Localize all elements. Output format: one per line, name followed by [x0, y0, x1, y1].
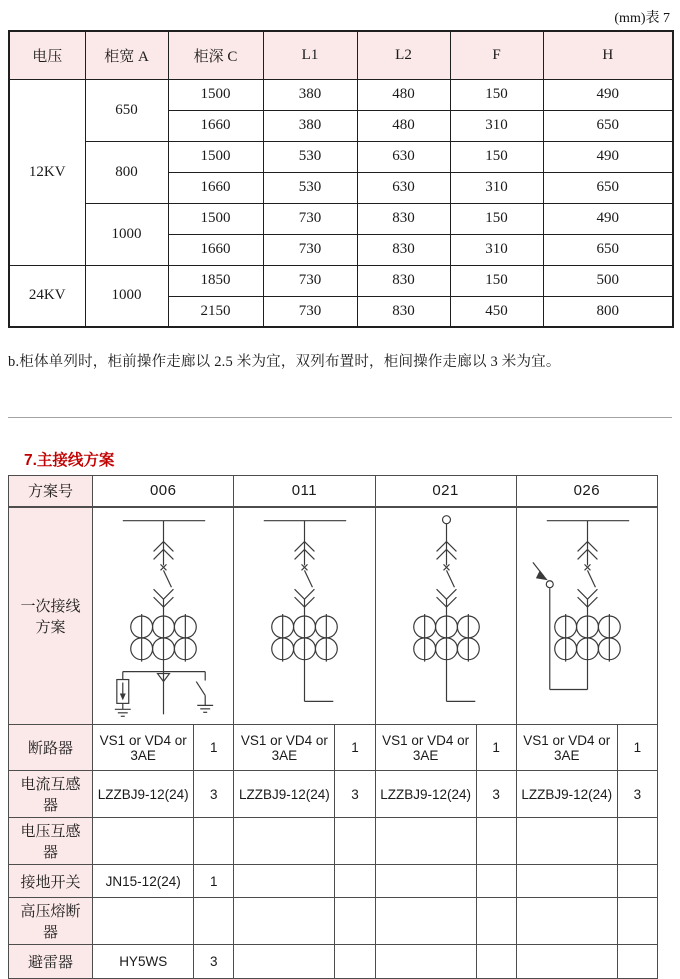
corridor-note: b.柜体单列时，柜前操作走廊以 2.5 米为宜，双列布置时，柜间操作走廊以 3 米为宜。 — [8, 354, 561, 370]
scheme-011-header: 011 — [234, 476, 375, 507]
equipment-name-cell: JN15-12(24) — [93, 865, 194, 898]
equipment-qty-cell — [476, 945, 516, 979]
header-voltage: 电压 — [9, 31, 85, 79]
equipment-name-cell: LZZBJ9-12(24) — [375, 771, 476, 818]
table-row — [9, 79, 673, 110]
section-heading: 7.主接线方案 — [24, 452, 115, 469]
equipment-qty-cell: 1 — [194, 865, 234, 898]
table-cell: 1850 — [168, 265, 263, 296]
section-divider — [8, 417, 672, 418]
header-l2: L2 — [357, 31, 450, 79]
equipment-qty-cell: 1 — [194, 725, 234, 771]
scheme-021-diagram-cell — [375, 507, 516, 725]
single-line-diagram-011-icon — [234, 510, 374, 722]
table-cell: 150 — [450, 79, 543, 110]
equipment-row-surge-arrester — [9, 945, 658, 979]
row-label: 避雷器 — [9, 945, 93, 979]
equipment-name-cell — [375, 818, 476, 865]
dimension-table — [8, 30, 674, 328]
header-l1: L1 — [263, 31, 357, 79]
table-row — [9, 203, 673, 234]
equipment-name-cell — [375, 898, 476, 945]
table-cell: 490 — [543, 203, 673, 234]
equipment-name-cell: VS1 or VD4 or 3AE — [516, 725, 617, 771]
equipment-name-cell — [516, 945, 617, 979]
table-cell: 630 — [357, 172, 450, 203]
table-cell: 310 — [450, 172, 543, 203]
equipment-name-cell: LZZBJ9-12(24) — [93, 771, 194, 818]
equipment-name-cell — [516, 898, 617, 945]
row-label: 断路器 — [9, 725, 93, 771]
table-cell: 490 — [543, 141, 673, 172]
scheme-026-header: 026 — [516, 476, 657, 507]
scheme-number-label: 方案号 — [9, 476, 93, 507]
table-cell: 1500 — [168, 79, 263, 110]
equipment-name-cell — [375, 945, 476, 979]
table-row — [9, 265, 673, 296]
dimension-table-header-row — [9, 31, 673, 79]
equipment-qty-cell — [335, 865, 375, 898]
scheme-026-diagram-cell — [516, 507, 657, 725]
row-label: 电压互感器 — [9, 818, 93, 865]
table-cell: 730 — [263, 203, 357, 234]
table-cell: 1500 — [168, 141, 263, 172]
equipment-qty-cell — [335, 945, 375, 979]
table-cell: 150 — [450, 141, 543, 172]
equipment-qty-cell — [617, 945, 657, 979]
table-cell: 150 — [450, 203, 543, 234]
equipment-qty-cell: 1 — [617, 725, 657, 771]
equipment-row-breaker — [9, 725, 658, 771]
table-cell: 1660 — [168, 234, 263, 265]
table-cell: 310 — [450, 110, 543, 141]
scheme-006-header: 006 — [93, 476, 234, 507]
table-caption: (mm)表 7 — [614, 11, 670, 26]
equipment-name-cell — [93, 818, 194, 865]
primary-wiring-label: 一次接线方案 — [9, 507, 93, 725]
table-cell: 650 — [543, 234, 673, 265]
table-cell: 310 — [450, 234, 543, 265]
width-cell: 1000 — [85, 265, 168, 327]
equipment-qty-cell — [617, 818, 657, 865]
equipment-qty-cell — [476, 818, 516, 865]
table-cell: 2150 — [168, 296, 263, 327]
table-cell: 830 — [357, 203, 450, 234]
equipment-name-cell: HY5WS — [93, 945, 194, 979]
equipment-qty-cell — [617, 865, 657, 898]
diagram-row — [9, 507, 658, 725]
single-line-diagram-006-icon — [93, 510, 233, 722]
row-label: 电流互感器 — [9, 771, 93, 818]
table-cell: 150 — [450, 265, 543, 296]
header-width-a: 柜宽 A — [85, 31, 168, 79]
table-cell: 630 — [357, 141, 450, 172]
equipment-name-cell — [234, 865, 335, 898]
equipment-qty-cell — [476, 865, 516, 898]
equipment-name-cell — [234, 818, 335, 865]
equipment-row-voltage-transformer — [9, 818, 658, 865]
equipment-name-cell — [234, 945, 335, 979]
equipment-qty-cell: 3 — [194, 771, 234, 818]
table-cell: 480 — [357, 79, 450, 110]
table-cell: 530 — [263, 141, 357, 172]
equipment-qty-cell — [194, 898, 234, 945]
equipment-qty-cell — [194, 818, 234, 865]
header-depth-c: 柜深 C — [168, 31, 263, 79]
table-cell: 450 — [450, 296, 543, 327]
table-cell: 830 — [357, 234, 450, 265]
equipment-qty-cell: 1 — [476, 725, 516, 771]
table-cell: 830 — [357, 296, 450, 327]
equipment-name-cell — [93, 898, 194, 945]
table-cell: 480 — [357, 110, 450, 141]
table-cell: 730 — [263, 265, 357, 296]
table-cell: 500 — [543, 265, 673, 296]
equipment-qty-cell: 3 — [335, 771, 375, 818]
equipment-qty-cell: 3 — [617, 771, 657, 818]
row-label: 高压熔断器 — [9, 898, 93, 945]
equipment-row-hv-fuse — [9, 898, 658, 945]
table-cell: 530 — [263, 172, 357, 203]
scheme-header-row — [9, 476, 658, 507]
equipment-name-cell — [375, 865, 476, 898]
equipment-qty-cell — [617, 898, 657, 945]
equipment-qty-cell: 1 — [335, 725, 375, 771]
table-cell: 1500 — [168, 203, 263, 234]
width-cell: 800 — [85, 141, 168, 203]
table-cell: 730 — [263, 234, 357, 265]
header-h: H — [543, 31, 673, 79]
table-cell: 650 — [543, 172, 673, 203]
voltage-cell: 24KV — [9, 265, 85, 327]
equipment-name-cell — [234, 898, 335, 945]
row-label: 接地开关 — [9, 865, 93, 898]
equipment-row-current-transformer — [9, 771, 658, 818]
equipment-name-cell: LZZBJ9-12(24) — [516, 771, 617, 818]
table-cell: 490 — [543, 79, 673, 110]
equipment-name-cell: VS1 or VD4 or 3AE — [234, 725, 335, 771]
table-cell: 380 — [263, 110, 357, 141]
table-cell: 1660 — [168, 110, 263, 141]
table-cell: 380 — [263, 79, 357, 110]
table-row — [9, 141, 673, 172]
voltage-cell: 12KV — [9, 79, 85, 265]
scheme-table — [8, 475, 658, 979]
equipment-name-cell — [516, 818, 617, 865]
single-line-diagram-026-icon — [517, 510, 657, 722]
equipment-qty-cell: 3 — [476, 771, 516, 818]
equipment-qty-cell — [335, 898, 375, 945]
width-cell: 1000 — [85, 203, 168, 265]
equipment-name-cell: LZZBJ9-12(24) — [234, 771, 335, 818]
table-cell: 1660 — [168, 172, 263, 203]
equipment-name-cell: VS1 or VD4 or 3AE — [375, 725, 476, 771]
equipment-row-earthing-switch — [9, 865, 658, 898]
equipment-name-cell: VS1 or VD4 or 3AE — [93, 725, 194, 771]
scheme-011-diagram-cell — [234, 507, 375, 725]
table-cell: 730 — [263, 296, 357, 327]
table-cell: 830 — [357, 265, 450, 296]
table-cell: 650 — [543, 110, 673, 141]
equipment-qty-cell — [476, 898, 516, 945]
equipment-qty-cell: 3 — [194, 945, 234, 979]
table-cell: 800 — [543, 296, 673, 327]
header-f: F — [450, 31, 543, 79]
single-line-diagram-021-icon — [376, 510, 516, 722]
scheme-021-header: 021 — [375, 476, 516, 507]
equipment-name-cell — [516, 865, 617, 898]
equipment-qty-cell — [335, 818, 375, 865]
scheme-006-diagram-cell — [93, 507, 234, 725]
width-cell: 650 — [85, 79, 168, 141]
